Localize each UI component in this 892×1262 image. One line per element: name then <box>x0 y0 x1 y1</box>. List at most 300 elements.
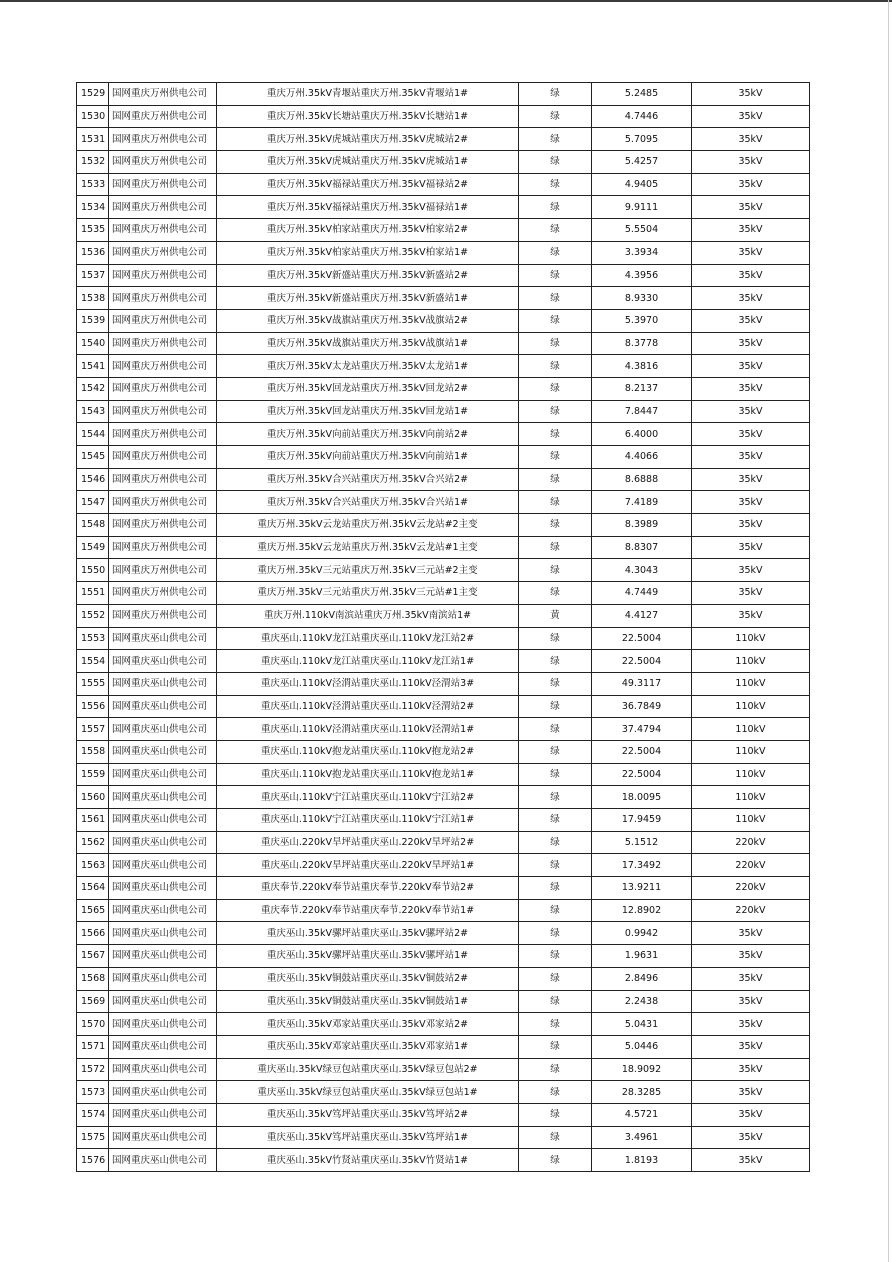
row-number-cell: 1538 <box>77 287 109 310</box>
status-cell: 绿 <box>519 446 592 469</box>
status-cell: 绿 <box>519 196 592 219</box>
page-top-rule <box>0 0 892 2</box>
table-row <box>77 945 810 968</box>
device-name-cell: 重庆万州.110kV南滨站重庆万州.35kV南滨站1# <box>217 604 519 627</box>
voltage-level-cell: 35kV <box>692 287 810 310</box>
company-cell: 国网重庆万州供电公司 <box>109 446 217 469</box>
table-row <box>77 831 810 854</box>
device-name-cell: 重庆巫山.110kV抱龙站重庆巫山.110kV抱龙站2# <box>217 740 519 763</box>
status-cell: 绿 <box>519 173 592 196</box>
voltage-level-cell: 35kV <box>692 173 810 196</box>
device-name-cell: 重庆万州.35kV太龙站重庆万州.35kV太龙站1# <box>217 355 519 378</box>
device-name-cell: 重庆万州.35kV云龙站重庆万州.35kV云龙站#1主变 <box>217 536 519 559</box>
company-cell: 国网重庆巫山供电公司 <box>109 1035 217 1058</box>
row-number-cell: 1564 <box>77 877 109 900</box>
voltage-level-cell: 35kV <box>692 241 810 264</box>
table-row <box>77 83 810 106</box>
status-cell: 绿 <box>519 1103 592 1126</box>
row-number-cell: 1536 <box>77 241 109 264</box>
table-row <box>77 400 810 423</box>
row-number-cell: 1570 <box>77 1013 109 1036</box>
device-name-cell: 重庆巫山.35kV笃坪站重庆巫山.35kV笃坪站1# <box>217 1126 519 1149</box>
value-cell: 5.5504 <box>592 219 692 242</box>
row-number-cell: 1561 <box>77 809 109 832</box>
voltage-level-cell: 35kV <box>692 400 810 423</box>
company-cell: 国网重庆万州供电公司 <box>109 536 217 559</box>
value-cell: 1.8193 <box>592 1149 692 1172</box>
table-row <box>77 1081 810 1104</box>
device-name-cell: 重庆万州.35kV三元站重庆万州.35kV三元站#2主变 <box>217 559 519 582</box>
status-cell: 绿 <box>519 377 592 400</box>
device-name-cell: 重庆巫山.110kV泾渭站重庆巫山.110kV泾渭站3# <box>217 672 519 695</box>
value-cell: 22.5004 <box>592 627 692 650</box>
status-cell: 绿 <box>519 990 592 1013</box>
row-number-cell: 1553 <box>77 627 109 650</box>
row-number-cell: 1575 <box>77 1126 109 1149</box>
value-cell: 17.9459 <box>592 809 692 832</box>
company-cell: 国网重庆巫山供电公司 <box>109 1013 217 1036</box>
company-cell: 国网重庆巫山供电公司 <box>109 718 217 741</box>
table-row <box>77 423 810 446</box>
table-row <box>77 695 810 718</box>
device-name-cell: 重庆万州.35kV虎城站重庆万州.35kV虎城站1# <box>217 151 519 174</box>
voltage-level-cell: 35kV <box>692 536 810 559</box>
row-number-cell: 1530 <box>77 105 109 128</box>
status-cell: 绿 <box>519 809 592 832</box>
value-cell: 4.5721 <box>592 1103 692 1126</box>
table-row <box>77 355 810 378</box>
table-row <box>77 990 810 1013</box>
value-cell: 5.4257 <box>592 151 692 174</box>
value-cell: 6.4000 <box>592 423 692 446</box>
company-cell: 国网重庆巫山供电公司 <box>109 763 217 786</box>
voltage-level-cell: 35kV <box>692 446 810 469</box>
status-cell: 绿 <box>519 309 592 332</box>
row-number-cell: 1542 <box>77 377 109 400</box>
status-cell: 绿 <box>519 1035 592 1058</box>
voltage-level-cell: 35kV <box>692 468 810 491</box>
row-number-cell: 1565 <box>77 899 109 922</box>
row-number-cell: 1569 <box>77 990 109 1013</box>
status-cell: 绿 <box>519 922 592 945</box>
device-name-cell: 重庆巫山.110kV泾渭站重庆巫山.110kV泾渭站2# <box>217 695 519 718</box>
company-cell: 国网重庆万州供电公司 <box>109 514 217 537</box>
voltage-level-cell: 35kV <box>692 423 810 446</box>
table-row <box>77 740 810 763</box>
row-number-cell: 1562 <box>77 831 109 854</box>
row-number-cell: 1576 <box>77 1149 109 1172</box>
status-cell: 绿 <box>519 355 592 378</box>
table-row <box>77 899 810 922</box>
voltage-level-cell: 35kV <box>692 1058 810 1081</box>
device-name-cell: 重庆万州.35kV三元站重庆万州.35kV三元站#1主变 <box>217 582 519 605</box>
row-number-cell: 1552 <box>77 604 109 627</box>
row-number-cell: 1539 <box>77 309 109 332</box>
voltage-level-cell: 220kV <box>692 877 810 900</box>
table-row <box>77 786 810 809</box>
device-name-cell: 重庆万州.35kV长塘站重庆万州.35kV长塘站1# <box>217 105 519 128</box>
status-cell: 绿 <box>519 1149 592 1172</box>
status-cell: 绿 <box>519 763 592 786</box>
status-cell: 绿 <box>519 219 592 242</box>
status-cell: 绿 <box>519 332 592 355</box>
company-cell: 国网重庆巫山供电公司 <box>109 672 217 695</box>
device-name-cell: 重庆万州.35kV合兴站重庆万州.35kV合兴站2# <box>217 468 519 491</box>
voltage-level-cell: 35kV <box>692 332 810 355</box>
company-cell: 国网重庆万州供电公司 <box>109 196 217 219</box>
device-name-cell: 重庆巫山.110kV龙江站重庆巫山.110kV龙江站2# <box>217 627 519 650</box>
voltage-level-cell: 110kV <box>692 809 810 832</box>
value-cell: 5.1512 <box>592 831 692 854</box>
table-row <box>77 627 810 650</box>
company-cell: 国网重庆巫山供电公司 <box>109 854 217 877</box>
voltage-level-cell: 35kV <box>692 196 810 219</box>
company-cell: 国网重庆巫山供电公司 <box>109 899 217 922</box>
value-cell: 7.4189 <box>592 491 692 514</box>
row-number-cell: 1547 <box>77 491 109 514</box>
table-row <box>77 1103 810 1126</box>
device-name-cell: 重庆巫山.110kV宁江站重庆巫山.110kV宁江站2# <box>217 786 519 809</box>
value-cell: 4.4066 <box>592 446 692 469</box>
value-cell: 12.8902 <box>592 899 692 922</box>
value-cell: 3.4961 <box>592 1126 692 1149</box>
status-cell: 绿 <box>519 1058 592 1081</box>
voltage-level-cell: 35kV <box>692 922 810 945</box>
value-cell: 1.9631 <box>592 945 692 968</box>
voltage-level-cell: 35kV <box>692 514 810 537</box>
table-body <box>77 83 810 1172</box>
device-name-cell: 重庆万州.35kV新盛站重庆万州.35kV新盛站1# <box>217 287 519 310</box>
device-name-cell: 重庆万州.35kV福禄站重庆万州.35kV福禄站2# <box>217 173 519 196</box>
row-number-cell: 1543 <box>77 400 109 423</box>
voltage-level-cell: 35kV <box>692 1126 810 1149</box>
voltage-level-cell: 35kV <box>692 128 810 151</box>
company-cell: 国网重庆巫山供电公司 <box>109 1103 217 1126</box>
row-number-cell: 1531 <box>77 128 109 151</box>
voltage-level-cell: 35kV <box>692 967 810 990</box>
voltage-level-cell: 110kV <box>692 763 810 786</box>
row-number-cell: 1550 <box>77 559 109 582</box>
company-cell: 国网重庆万州供电公司 <box>109 241 217 264</box>
status-cell: 绿 <box>519 536 592 559</box>
device-name-cell: 重庆巫山.35kV铜鼓站重庆巫山.35kV铜鼓站1# <box>217 990 519 1013</box>
company-cell: 国网重庆万州供电公司 <box>109 604 217 627</box>
status-cell: 绿 <box>519 627 592 650</box>
row-number-cell: 1557 <box>77 718 109 741</box>
value-cell: 22.5004 <box>592 740 692 763</box>
voltage-level-cell: 110kV <box>692 718 810 741</box>
company-cell: 国网重庆巫山供电公司 <box>109 1126 217 1149</box>
voltage-level-cell: 35kV <box>692 1081 810 1104</box>
device-name-cell: 重庆巫山.110kV抱龙站重庆巫山.110kV抱龙站1# <box>217 763 519 786</box>
voltage-level-cell: 35kV <box>692 151 810 174</box>
company-cell: 国网重庆巫山供电公司 <box>109 695 217 718</box>
status-cell: 绿 <box>519 83 592 106</box>
device-name-cell: 重庆万州.35kV向前站重庆万州.35kV向前站1# <box>217 446 519 469</box>
status-cell: 绿 <box>519 582 592 605</box>
voltage-level-cell: 35kV <box>692 990 810 1013</box>
value-cell: 8.3778 <box>592 332 692 355</box>
company-cell: 国网重庆巫山供电公司 <box>109 740 217 763</box>
company-cell: 国网重庆万州供电公司 <box>109 582 217 605</box>
device-name-cell: 重庆巫山.35kV邓家站重庆巫山.35kV邓家站1# <box>217 1035 519 1058</box>
company-cell: 国网重庆万州供电公司 <box>109 287 217 310</box>
table-row <box>77 559 810 582</box>
voltage-level-cell: 220kV <box>692 854 810 877</box>
status-cell: 绿 <box>519 831 592 854</box>
status-cell: 绿 <box>519 718 592 741</box>
value-cell: 13.9211 <box>592 877 692 900</box>
table-row <box>77 128 810 151</box>
voltage-level-cell: 35kV <box>692 309 810 332</box>
device-name-cell: 重庆巫山.35kV铜鼓站重庆巫山.35kV铜鼓站2# <box>217 967 519 990</box>
table-row <box>77 922 810 945</box>
voltage-level-cell: 35kV <box>692 491 810 514</box>
company-cell: 国网重庆巫山供电公司 <box>109 1149 217 1172</box>
status-cell: 绿 <box>519 967 592 990</box>
voltage-level-cell: 110kV <box>692 695 810 718</box>
table-row <box>77 877 810 900</box>
value-cell: 22.5004 <box>592 763 692 786</box>
value-cell: 8.3989 <box>592 514 692 537</box>
status-cell: 绿 <box>519 423 592 446</box>
value-cell: 4.9405 <box>592 173 692 196</box>
company-cell: 国网重庆巫山供电公司 <box>109 786 217 809</box>
device-name-cell: 重庆万州.35kV新盛站重庆万州.35kV新盛站2# <box>217 264 519 287</box>
value-cell: 4.7446 <box>592 105 692 128</box>
value-cell: 8.6888 <box>592 468 692 491</box>
value-cell: 37.4794 <box>592 718 692 741</box>
status-cell: 绿 <box>519 264 592 287</box>
table-row <box>77 1013 810 1036</box>
table-row <box>77 196 810 219</box>
table-row <box>77 967 810 990</box>
voltage-level-cell: 35kV <box>692 355 810 378</box>
row-number-cell: 1529 <box>77 83 109 106</box>
device-name-cell: 重庆万州.35kV战旗站重庆万州.35kV战旗站1# <box>217 332 519 355</box>
company-cell: 国网重庆万州供电公司 <box>109 219 217 242</box>
device-name-cell: 重庆巫山.35kV绿豆包站重庆巫山.35kV绿豆包站2# <box>217 1058 519 1081</box>
value-cell: 49.3117 <box>592 672 692 695</box>
company-cell: 国网重庆巫山供电公司 <box>109 990 217 1013</box>
company-cell: 国网重庆万州供电公司 <box>109 264 217 287</box>
page-right-edge <box>888 0 889 1262</box>
table-row <box>77 1058 810 1081</box>
status-cell: 绿 <box>519 1126 592 1149</box>
company-cell: 国网重庆巫山供电公司 <box>109 831 217 854</box>
voltage-level-cell: 110kV <box>692 740 810 763</box>
value-cell: 18.0095 <box>592 786 692 809</box>
table-row <box>77 468 810 491</box>
value-cell: 4.7449 <box>592 582 692 605</box>
row-number-cell: 1533 <box>77 173 109 196</box>
device-name-cell: 重庆奉节.220kV奉节站重庆奉节.220kV奉节站1# <box>217 899 519 922</box>
status-cell: 绿 <box>519 151 592 174</box>
company-cell: 国网重庆巫山供电公司 <box>109 945 217 968</box>
value-cell: 5.7095 <box>592 128 692 151</box>
device-name-cell: 重庆巫山.35kV骡坪站重庆巫山.35kV骡坪站1# <box>217 945 519 968</box>
device-name-cell: 重庆万州.35kV柏家站重庆万州.35kV柏家站2# <box>217 219 519 242</box>
value-cell: 5.3970 <box>592 309 692 332</box>
status-cell: 绿 <box>519 786 592 809</box>
table-row <box>77 536 810 559</box>
device-name-cell: 重庆万州.35kV合兴站重庆万州.35kV合兴站1# <box>217 491 519 514</box>
row-number-cell: 1568 <box>77 967 109 990</box>
device-name-cell: 重庆巫山.220kV旱坪站重庆巫山.220kV旱坪站2# <box>217 831 519 854</box>
device-name-cell: 重庆巫山.220kV旱坪站重庆巫山.220kV旱坪站1# <box>217 854 519 877</box>
status-cell: 绿 <box>519 1013 592 1036</box>
voltage-level-cell: 35kV <box>692 1149 810 1172</box>
row-number-cell: 1537 <box>77 264 109 287</box>
row-number-cell: 1560 <box>77 786 109 809</box>
voltage-level-cell: 35kV <box>692 219 810 242</box>
table-row <box>77 105 810 128</box>
row-number-cell: 1540 <box>77 332 109 355</box>
value-cell: 22.5004 <box>592 650 692 673</box>
value-cell: 28.3285 <box>592 1081 692 1104</box>
company-cell: 国网重庆万州供电公司 <box>109 128 217 151</box>
table-row <box>77 309 810 332</box>
table-row <box>77 1035 810 1058</box>
table-row <box>77 854 810 877</box>
value-cell: 4.3043 <box>592 559 692 582</box>
value-cell: 17.3492 <box>592 854 692 877</box>
device-name-cell: 重庆巫山.35kV邓家站重庆巫山.35kV邓家站2# <box>217 1013 519 1036</box>
voltage-level-cell: 35kV <box>692 1013 810 1036</box>
table-row <box>77 332 810 355</box>
row-number-cell: 1534 <box>77 196 109 219</box>
table-row <box>77 809 810 832</box>
status-cell: 绿 <box>519 105 592 128</box>
row-number-cell: 1546 <box>77 468 109 491</box>
row-number-cell: 1549 <box>77 536 109 559</box>
voltage-level-cell: 110kV <box>692 786 810 809</box>
table-row <box>77 446 810 469</box>
value-cell: 4.4127 <box>592 604 692 627</box>
row-number-cell: 1541 <box>77 355 109 378</box>
table-row <box>77 241 810 264</box>
company-cell: 国网重庆万州供电公司 <box>109 491 217 514</box>
table-row <box>77 763 810 786</box>
value-cell: 0.9942 <box>592 922 692 945</box>
voltage-level-cell: 35kV <box>692 559 810 582</box>
company-cell: 国网重庆万州供电公司 <box>109 559 217 582</box>
company-cell: 国网重庆万州供电公司 <box>109 355 217 378</box>
row-number-cell: 1535 <box>77 219 109 242</box>
device-name-cell: 重庆万州.35kV向前站重庆万州.35kV向前站2# <box>217 423 519 446</box>
status-cell: 绿 <box>519 491 592 514</box>
row-number-cell: 1544 <box>77 423 109 446</box>
value-cell: 5.0431 <box>592 1013 692 1036</box>
row-number-cell: 1559 <box>77 763 109 786</box>
status-cell: 绿 <box>519 559 592 582</box>
device-name-cell: 重庆万州.35kV云龙站重庆万州.35kV云龙站#2主变 <box>217 514 519 537</box>
device-name-cell: 重庆巫山.110kV泾渭站重庆巫山.110kV泾渭站1# <box>217 718 519 741</box>
table-row <box>77 377 810 400</box>
row-number-cell: 1572 <box>77 1058 109 1081</box>
voltage-level-cell: 35kV <box>692 377 810 400</box>
value-cell: 9.9111 <box>592 196 692 219</box>
row-number-cell: 1563 <box>77 854 109 877</box>
row-number-cell: 1556 <box>77 695 109 718</box>
row-number-cell: 1566 <box>77 922 109 945</box>
device-name-cell: 重庆巫山.35kV绿豆包站重庆巫山.35kV绿豆包站1# <box>217 1081 519 1104</box>
voltage-level-cell: 35kV <box>692 83 810 106</box>
company-cell: 国网重庆万州供电公司 <box>109 332 217 355</box>
voltage-level-cell: 110kV <box>692 627 810 650</box>
row-number-cell: 1555 <box>77 672 109 695</box>
status-cell: 黄 <box>519 604 592 627</box>
company-cell: 国网重庆万州供电公司 <box>109 309 217 332</box>
voltage-level-cell: 35kV <box>692 105 810 128</box>
value-cell: 8.9330 <box>592 287 692 310</box>
status-cell: 绿 <box>519 899 592 922</box>
table-row <box>77 219 810 242</box>
value-cell: 8.8307 <box>592 536 692 559</box>
voltage-level-cell: 35kV <box>692 582 810 605</box>
device-name-cell: 重庆巫山.110kV宁江站重庆巫山.110kV宁江站1# <box>217 809 519 832</box>
status-cell: 绿 <box>519 945 592 968</box>
voltage-level-cell: 35kV <box>692 1035 810 1058</box>
table-row <box>77 582 810 605</box>
table-row <box>77 151 810 174</box>
company-cell: 国网重庆巫山供电公司 <box>109 1081 217 1104</box>
row-number-cell: 1532 <box>77 151 109 174</box>
company-cell: 国网重庆万州供电公司 <box>109 151 217 174</box>
value-cell: 4.3956 <box>592 264 692 287</box>
device-name-cell: 重庆巫山.35kV竹贤站重庆巫山.35kV竹贤站1# <box>217 1149 519 1172</box>
status-cell: 绿 <box>519 241 592 264</box>
company-cell: 国网重庆万州供电公司 <box>109 377 217 400</box>
table-row <box>77 514 810 537</box>
company-cell: 国网重庆万州供电公司 <box>109 83 217 106</box>
company-cell: 国网重庆万州供电公司 <box>109 400 217 423</box>
device-name-cell: 重庆万州.35kV柏家站重庆万州.35kV柏家站1# <box>217 241 519 264</box>
value-cell: 4.3816 <box>592 355 692 378</box>
value-cell: 8.2137 <box>592 377 692 400</box>
company-cell: 国网重庆巫山供电公司 <box>109 877 217 900</box>
value-cell: 3.3934 <box>592 241 692 264</box>
row-number-cell: 1573 <box>77 1081 109 1104</box>
company-cell: 国网重庆巫山供电公司 <box>109 922 217 945</box>
table-row <box>77 1126 810 1149</box>
device-name-cell: 重庆巫山.35kV骡坪站重庆巫山.35kV骡坪站2# <box>217 922 519 945</box>
company-cell: 国网重庆巫山供电公司 <box>109 967 217 990</box>
status-cell: 绿 <box>519 650 592 673</box>
table-row <box>77 672 810 695</box>
voltage-level-cell: 220kV <box>692 831 810 854</box>
status-cell: 绿 <box>519 468 592 491</box>
voltage-level-cell: 110kV <box>692 672 810 695</box>
company-cell: 国网重庆万州供电公司 <box>109 423 217 446</box>
value-cell: 2.8496 <box>592 967 692 990</box>
table-row <box>77 718 810 741</box>
value-cell: 2.2438 <box>592 990 692 1013</box>
voltage-level-cell: 110kV <box>692 650 810 673</box>
device-name-cell: 重庆奉节.220kV奉节站重庆奉节.220kV奉节站2# <box>217 877 519 900</box>
status-cell: 绿 <box>519 1081 592 1104</box>
table-row <box>77 650 810 673</box>
row-number-cell: 1551 <box>77 582 109 605</box>
company-cell: 国网重庆万州供电公司 <box>109 105 217 128</box>
device-name-cell: 重庆万州.35kV青堰站重庆万州.35kV青堰站1# <box>217 83 519 106</box>
voltage-level-cell: 35kV <box>692 945 810 968</box>
status-cell: 绿 <box>519 854 592 877</box>
device-name-cell: 重庆万州.35kV回龙站重庆万州.35kV回龙站1# <box>217 400 519 423</box>
transformer-table <box>76 82 810 1172</box>
table-row <box>77 604 810 627</box>
status-cell: 绿 <box>519 128 592 151</box>
